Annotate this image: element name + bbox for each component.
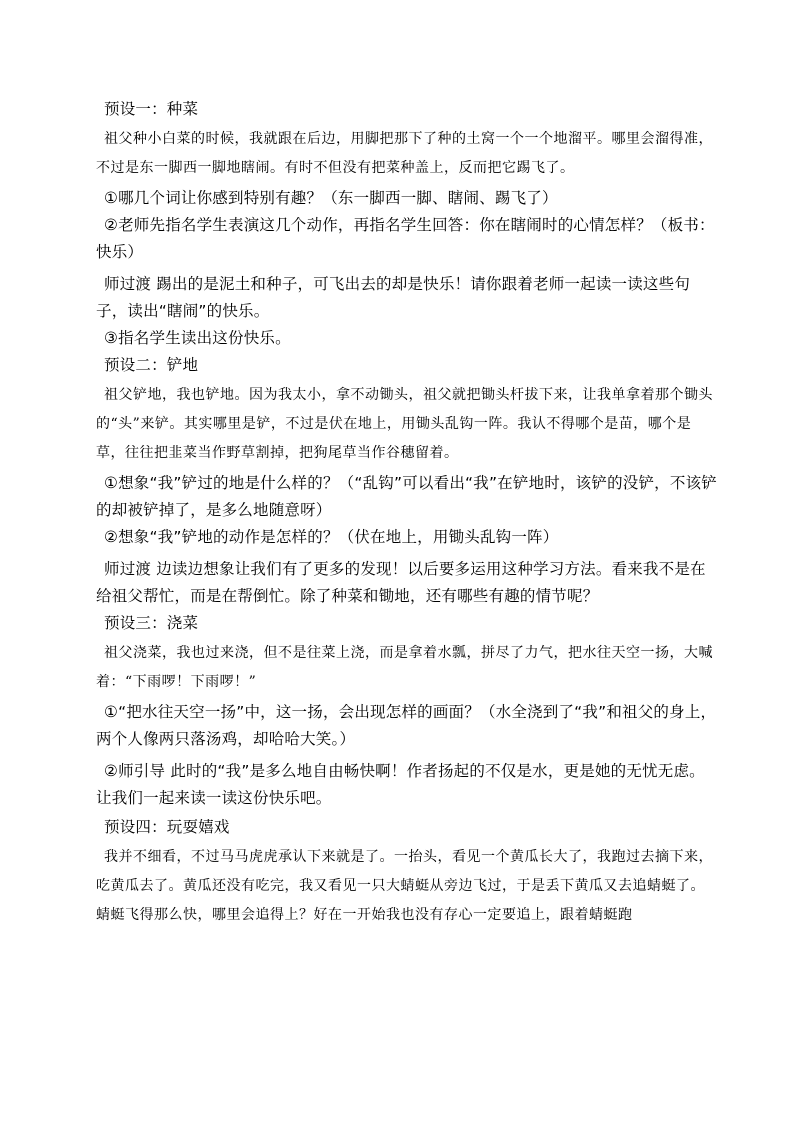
question-paragraph: ①哪几个词让你感到特别有趣？（东一脚西一脚、瞎闹、踢飞了） (104, 189, 558, 207)
question-paragraph: ①想象“我”铲过的地是什么样的？（“乱钩”可以看出“我”在铲地时，该铲的没铲，不该铲的却被铲掉了，是多么地随意呀） (96, 474, 717, 519)
teacher-guidance-paragraph: ②师引导 此时的“我”是多么地自由畅快啊！作者扬起的不仅是水，更是她的无忧无虑。让我们一起来读一读这份快乐吧。 (96, 762, 705, 807)
question-paragraph: ②老师先指名学生表演这几个动作，再指名学生回答：你在瞎闹时的心情怎样？（板书：快乐） (96, 216, 715, 261)
section-heading: 预设三：浇菜 (104, 614, 199, 632)
quoted-excerpt: 祖父种小白菜的时候，我就跟在后边，用脚把那下了种的土窝一个一个地溜平。哪里会溜得准，不过是东一脚西一脚地瞎闹。有时不但没有把菜种盖上，反而把它踢飞了。 (96, 131, 713, 176)
question-paragraph: ③指名学生读出这份快乐。 (104, 329, 291, 347)
section-heading: 预设二：铲地 (104, 356, 199, 374)
section-heading: 预设一：种菜 (104, 100, 199, 118)
section-heading: 预设四：玩耍嬉戏 (104, 818, 230, 836)
quoted-excerpt: 祖父铲地，我也铲地。因为我太小，拿不动锄头，祖父就把锄头杆拔下来，让我单拿着那个锄头的“头”来铲。其实哪里是铲，不过是伏在地上，用锄头乱钩一阵。我认不得哪个是苗，哪个是草，往往把韭菜当作野草割掉，把狗尾草当作谷穗留着。 (96, 387, 713, 461)
question-paragraph: ①“把水往天空一扬”中，这一扬，会出现怎样的画面？（水全浇到了“我”和祖父的身上，两个人像两只落汤鸡，却哈哈大笑。） (96, 703, 717, 748)
quoted-excerpt: 我并不细看，不过马马虎虎承认下来就是了。一抬头，看见一个黄瓜长大了，我跑过去摘下来，吃黄瓜去了。黄瓜还没有吃完，我又看见一只大蜻蜓从旁边飞过，于是丢下黄瓜又去追蜻蜓了。蜻蜓飞得那么快，哪里会追得上？好在一开始我也没有存心一定要追上，跟着蜻蜓跑 (96, 849, 713, 923)
document-body (96, 96, 718, 930)
question-paragraph: ②想象“我”铲地的动作是怎样的？（伏在地上，用锄头乱钩一阵） (104, 528, 559, 546)
quoted-excerpt: 祖父浇菜，我也过来浇，但不是往菜上浇，而是拿着水瓢，拼尽了力气，把水往天空一扬，大喊着：“下雨啰！下雨啰！” (96, 645, 713, 690)
teacher-transition-paragraph: 师过渡 踢出的是泥土和种子，可飞出去的却是快乐！请你跟着老师一起读一读这些句子，读出“瞎闹”的快乐。 (96, 275, 691, 320)
teacher-transition-paragraph: 师过渡 边读边想象让我们有了更多的发现！以后要多运用这种学习方法。看来我不是在给祖父帮忙，而是在帮倒忙。除了种菜和锄地，还有哪些有趣的情节呢？ (96, 560, 706, 605)
